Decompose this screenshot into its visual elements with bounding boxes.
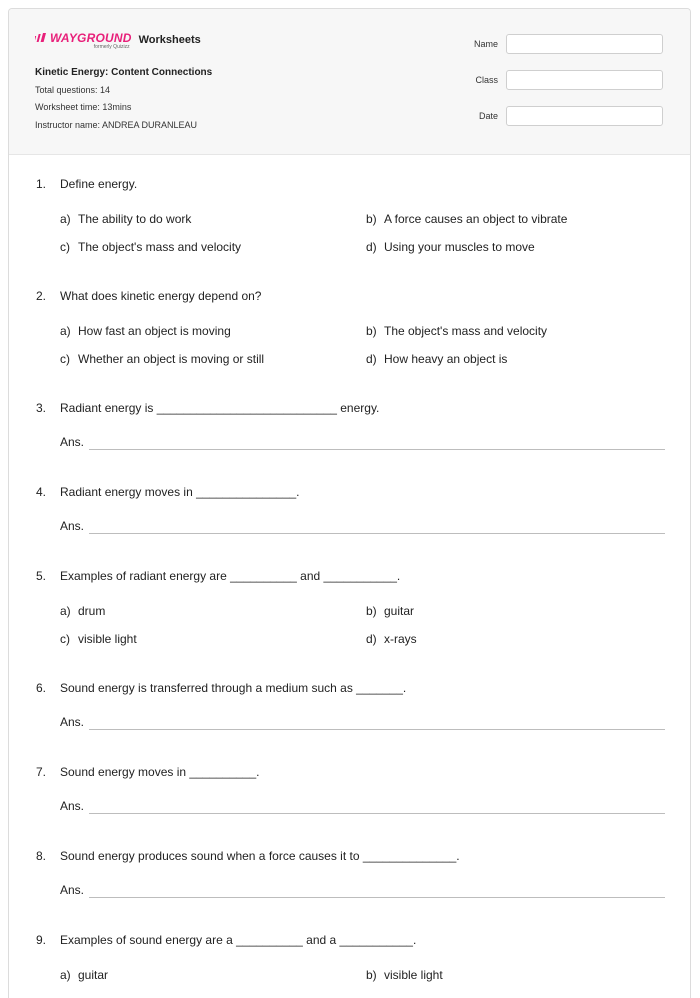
- question-prompt: Radiant energy is ___________________________ energy.: [60, 401, 380, 415]
- logo-subtext: formerly Quizizz: [93, 44, 130, 50]
- answer-line[interactable]: [89, 897, 665, 898]
- question-text: [36, 849, 460, 863]
- logo-text: WAYGROUND: [35, 31, 132, 45]
- answer-line[interactable]: [89, 533, 665, 534]
- option-text: guitar: [78, 968, 109, 982]
- option-b[interactable]: [366, 604, 414, 618]
- option-text: The object's mass and velocity: [384, 324, 548, 338]
- class-label: Class: [475, 75, 498, 85]
- instructor-name: Instructor name: ANDREA DURANLEAU: [35, 120, 198, 130]
- option-letter: a): [60, 968, 71, 982]
- question-prompt: Examples of sound energy are a __________ and a ___________.: [60, 933, 417, 947]
- question-number: 3.: [36, 401, 47, 415]
- option-text: The object's mass and velocity: [78, 240, 242, 254]
- option-letter: b): [366, 604, 377, 618]
- option-letter: b): [366, 968, 377, 982]
- question-text: [36, 401, 379, 415]
- brand-title: Worksheets: [138, 34, 201, 46]
- question-prompt: Radiant energy moves in _______________.: [60, 485, 300, 499]
- option-c[interactable]: [60, 632, 137, 646]
- class-input[interactable]: [506, 70, 663, 90]
- question-number: 8.: [36, 849, 47, 863]
- answer-line[interactable]: [89, 449, 665, 450]
- question-prompt: Sound energy produces sound when a force causes it to ______________.: [60, 849, 460, 863]
- option-text: drum: [78, 604, 106, 618]
- question-text: [36, 289, 261, 303]
- question-text: [36, 569, 400, 583]
- date-input[interactable]: [506, 106, 663, 126]
- question-number: 9.: [36, 933, 47, 947]
- answer-line[interactable]: [89, 813, 665, 814]
- question-text: [36, 681, 406, 695]
- option-text: Using your muscles to move: [384, 240, 535, 254]
- question-text: [36, 933, 416, 947]
- option-b[interactable]: [366, 212, 567, 226]
- option-text: The ability to do work: [78, 212, 192, 226]
- name-field-row: [458, 34, 663, 54]
- question-number: 7.: [36, 765, 47, 779]
- worksheet-header: [9, 9, 690, 155]
- option-text: Whether an object is moving or still: [78, 352, 265, 366]
- brand: [35, 31, 201, 50]
- option-a[interactable]: [60, 324, 231, 338]
- option-letter: b): [366, 324, 377, 338]
- option-letter: a): [60, 324, 71, 338]
- answer-label: Ans.: [60, 435, 85, 449]
- option-letter: c): [60, 352, 70, 366]
- answer-label: Ans.: [60, 799, 85, 813]
- option-letter: d): [366, 240, 377, 254]
- name-label: Name: [473, 39, 498, 49]
- option-letter: b): [366, 212, 377, 226]
- question-prompt: Sound energy moves in __________.: [60, 765, 260, 779]
- option-a[interactable]: [60, 604, 105, 618]
- question-text: [36, 485, 300, 499]
- question-number: 4.: [36, 485, 47, 499]
- question-prompt: Define energy.: [60, 177, 138, 191]
- option-letter: d): [366, 352, 377, 366]
- option-b[interactable]: [366, 324, 547, 338]
- answer-label: Ans.: [60, 883, 85, 897]
- question-text: [36, 177, 137, 191]
- worksheet-time: Worksheet time: 13mins: [35, 102, 132, 112]
- class-field-row: [458, 70, 663, 90]
- question-text: [36, 765, 259, 779]
- question-number: 5.: [36, 569, 47, 583]
- worksheet-page: [8, 8, 691, 998]
- option-c[interactable]: [60, 240, 241, 254]
- question-number: 2.: [36, 289, 47, 303]
- option-d[interactable]: [366, 352, 507, 366]
- option-text: visible light: [78, 632, 137, 646]
- question-number: 6.: [36, 681, 47, 695]
- option-letter: a): [60, 212, 71, 226]
- option-text: guitar: [384, 604, 415, 618]
- answer-label: Ans.: [60, 519, 85, 533]
- option-text: How fast an object is moving: [78, 324, 231, 338]
- name-input[interactable]: [506, 34, 663, 54]
- option-text: How heavy an object is: [384, 352, 508, 366]
- date-field-row: [458, 106, 663, 126]
- option-text: A force causes an object to vibrate: [384, 212, 568, 226]
- question-prompt: Sound energy is transferred through a medium such as _______.: [60, 681, 407, 695]
- option-a[interactable]: [60, 968, 108, 982]
- option-letter: c): [60, 240, 70, 254]
- logo-bars-icon: [35, 33, 49, 43]
- option-text: x-rays: [384, 632, 417, 646]
- option-a[interactable]: [60, 212, 191, 226]
- option-letter: d): [366, 632, 377, 646]
- answer-label: Ans.: [60, 715, 85, 729]
- total-questions: Total questions: 14: [35, 85, 111, 95]
- option-c[interactable]: [60, 352, 264, 366]
- option-b[interactable]: [366, 968, 443, 982]
- worksheet-title: Kinetic Energy: Content Connections: [35, 67, 213, 78]
- date-label: Date: [478, 111, 498, 121]
- option-d[interactable]: [366, 632, 417, 646]
- wayground-logo: [35, 31, 132, 50]
- question-number: 1.: [36, 177, 47, 191]
- option-letter: a): [60, 604, 71, 618]
- option-d[interactable]: [366, 240, 535, 254]
- question-prompt: Examples of radiant energy are __________ and ___________.: [60, 569, 401, 583]
- option-letter: c): [60, 632, 70, 646]
- answer-line[interactable]: [89, 729, 665, 730]
- option-text: visible light: [384, 968, 443, 982]
- question-prompt: What does kinetic energy depend on?: [60, 289, 262, 303]
